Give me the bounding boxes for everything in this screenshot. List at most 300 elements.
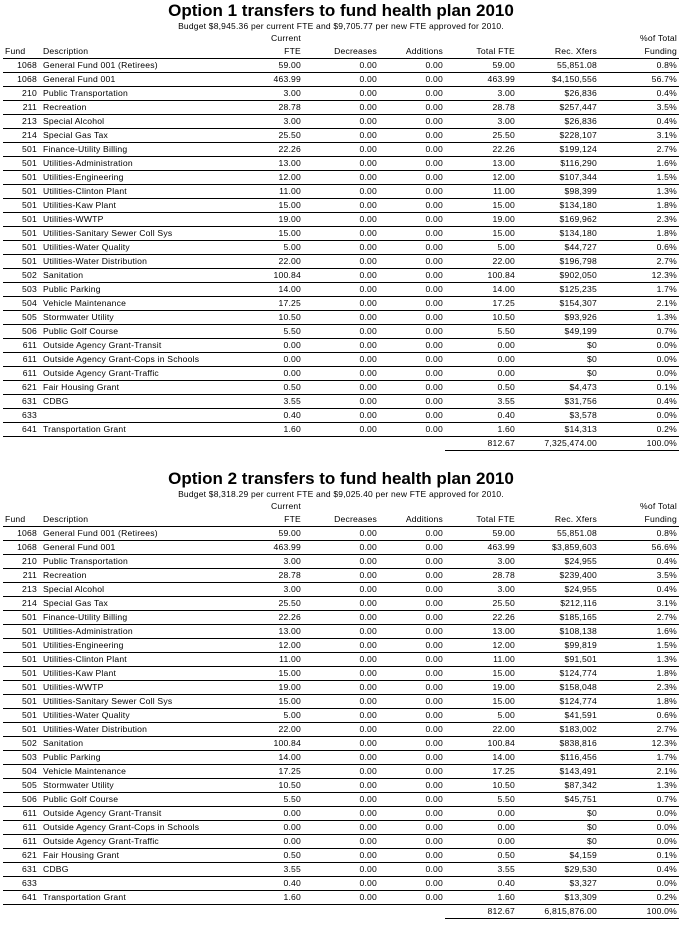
current-fte-cell: 0.00 [247, 339, 303, 353]
total-fte-cell: 5.50 [445, 325, 517, 339]
fund-cell: 501 [3, 653, 41, 667]
pct-funding-cell: 1.8% [599, 227, 679, 241]
description-cell: Utilities-Sanitary Sewer Coll Sys [41, 695, 247, 709]
pct-funding-cell: 56.6% [599, 541, 679, 555]
header-fund: Fund [3, 45, 41, 59]
rec-xfers-cell: $3,859,603 [517, 541, 599, 555]
table-row [3, 723, 679, 737]
decreases-cell: 0.00 [303, 325, 379, 339]
pct-funding-cell: 0.4% [599, 583, 679, 597]
table-row [3, 779, 679, 793]
current-fte-cell: 28.78 [247, 101, 303, 115]
total-fte-cell: 17.25 [445, 765, 517, 779]
decreases-cell: 0.00 [303, 569, 379, 583]
table-row [3, 541, 679, 555]
current-fte-cell: 22.00 [247, 255, 303, 269]
description-cell: Outside Agency Grant-Cops in Schools [41, 353, 247, 367]
current-fte-cell: 0.00 [247, 353, 303, 367]
decreases-cell: 0.00 [303, 821, 379, 835]
decreases-cell: 0.00 [303, 709, 379, 723]
total-row [3, 437, 679, 451]
rec-xfers-cell: $31,756 [517, 395, 599, 409]
pct-funding-cell: 12.3% [599, 737, 679, 751]
pct-funding-cell: 0.4% [599, 115, 679, 129]
fund-cell: 501 [3, 241, 41, 255]
additions-cell: 0.00 [379, 667, 445, 681]
description-cell: Special Alcohol [41, 583, 247, 597]
description-cell: Public Parking [41, 283, 247, 297]
decreases-cell: 0.00 [303, 339, 379, 353]
decreases-cell: 0.00 [303, 849, 379, 863]
decreases-cell: 0.00 [303, 695, 379, 709]
rec-xfers-cell: $0 [517, 807, 599, 821]
description-cell [41, 409, 247, 423]
current-fte-cell: 5.50 [247, 793, 303, 807]
table-row [3, 283, 679, 297]
additions-cell: 0.00 [379, 129, 445, 143]
table-row [3, 611, 679, 625]
pct-funding-cell: 3.1% [599, 129, 679, 143]
total-fte-cell: 17.25 [445, 297, 517, 311]
total-fte-cell: 59.00 [445, 527, 517, 541]
current-fte-cell: 0.40 [247, 409, 303, 423]
total-fte-cell: 28.78 [445, 101, 517, 115]
decreases-cell: 0.00 [303, 143, 379, 157]
table-row [3, 199, 679, 213]
current-fte-cell: 0.00 [247, 367, 303, 381]
current-fte-cell: 15.00 [247, 695, 303, 709]
pct-funding-cell: 1.3% [599, 185, 679, 199]
description-cell: Special Gas Tax [41, 597, 247, 611]
rec-xfers-cell: $44,727 [517, 241, 599, 255]
description-cell: Special Alcohol [41, 115, 247, 129]
pct-funding-cell: 0.1% [599, 381, 679, 395]
total-fte-cell: 3.00 [445, 115, 517, 129]
current-fte-cell: 14.00 [247, 283, 303, 297]
total-fte-cell: 1.60 [445, 423, 517, 437]
additions-cell: 0.00 [379, 143, 445, 157]
description-cell: Utilities-Administration [41, 625, 247, 639]
fund-cell: 210 [3, 555, 41, 569]
total-fte-cell: 3.55 [445, 863, 517, 877]
additions-cell: 0.00 [379, 891, 445, 905]
table-row [3, 863, 679, 877]
decreases-cell: 0.00 [303, 765, 379, 779]
total-fte: 812.67 [445, 437, 517, 451]
current-fte-cell: 0.50 [247, 849, 303, 863]
additions-cell: 0.00 [379, 339, 445, 353]
description-cell: Utilities-Engineering [41, 171, 247, 185]
total-fte-cell: 0.00 [445, 353, 517, 367]
current-fte-cell: 15.00 [247, 227, 303, 241]
total-row [3, 905, 679, 919]
current-fte-cell: 12.00 [247, 639, 303, 653]
header-pct-top: %of Total [640, 33, 677, 43]
fund-cell: 611 [3, 339, 41, 353]
table-row [3, 241, 679, 255]
current-fte-cell: 11.00 [247, 185, 303, 199]
total-fte-cell: 14.00 [445, 283, 517, 297]
description-cell: General Fund 001 [41, 73, 247, 87]
description-cell: CDBG [41, 863, 247, 877]
total-fte-cell: 15.00 [445, 227, 517, 241]
current-fte-cell: 59.00 [247, 59, 303, 73]
rec-xfers-cell: $134,180 [517, 199, 599, 213]
fund-cell: 505 [3, 311, 41, 325]
additions-cell: 0.00 [379, 737, 445, 751]
decreases-cell: 0.00 [303, 527, 379, 541]
table-row [3, 171, 679, 185]
description-cell: Utilities-Kaw Plant [41, 199, 247, 213]
description-cell: Outside Agency Grant-Traffic [41, 835, 247, 849]
current-fte-cell: 59.00 [247, 527, 303, 541]
table-row [3, 639, 679, 653]
fund-cell: 631 [3, 863, 41, 877]
rec-xfers-cell: $183,002 [517, 723, 599, 737]
decreases-cell: 0.00 [303, 667, 379, 681]
total-fte-cell: 3.00 [445, 87, 517, 101]
rec-xfers-cell: $45,751 [517, 793, 599, 807]
pct-funding-cell: 0.0% [599, 821, 679, 835]
current-fte-cell: 11.00 [247, 653, 303, 667]
pct-funding-cell: 0.0% [599, 339, 679, 353]
decreases-cell: 0.00 [303, 101, 379, 115]
additions-cell: 0.00 [379, 367, 445, 381]
current-fte-cell: 1.60 [247, 891, 303, 905]
decreases-cell: 0.00 [303, 213, 379, 227]
fund-cell: 501 [3, 681, 41, 695]
decreases-cell: 0.00 [303, 891, 379, 905]
decreases-cell: 0.00 [303, 283, 379, 297]
header-current-fte: FTE [247, 513, 303, 527]
fund-cell: 501 [3, 227, 41, 241]
additions-cell: 0.00 [379, 325, 445, 339]
pct-funding-cell: 12.3% [599, 269, 679, 283]
table-row [3, 157, 679, 171]
decreases-cell: 0.00 [303, 877, 379, 891]
fund-cell: 641 [3, 423, 41, 437]
header-current-fte: FTE [247, 45, 303, 59]
rec-xfers-cell: $158,048 [517, 681, 599, 695]
current-fte-cell: 17.25 [247, 765, 303, 779]
header-rec-xfers: Rec. Xfers [517, 513, 599, 527]
total-fte-cell: 19.00 [445, 213, 517, 227]
header-current-top: Current [270, 33, 301, 43]
description-cell: Public Parking [41, 751, 247, 765]
current-fte-cell: 5.00 [247, 709, 303, 723]
fund-cell: 504 [3, 297, 41, 311]
pct-funding-cell: 1.3% [599, 779, 679, 793]
additions-cell: 0.00 [379, 709, 445, 723]
total-xfers: 6,815,876.00 [517, 905, 599, 919]
decreases-cell: 0.00 [303, 807, 379, 821]
current-fte-cell: 13.00 [247, 625, 303, 639]
current-fte-cell: 3.00 [247, 87, 303, 101]
header-rec-xfers: Rec. Xfers [517, 45, 599, 59]
additions-cell: 0.00 [379, 653, 445, 667]
option-2-section [0, 469, 682, 919]
fund-cell: 211 [3, 101, 41, 115]
pct-funding-cell: 0.4% [599, 555, 679, 569]
description-cell: Public Golf Course [41, 793, 247, 807]
rec-xfers-cell: $116,290 [517, 157, 599, 171]
transfers-table [3, 500, 679, 919]
rec-xfers-cell: $4,159 [517, 849, 599, 863]
rec-xfers-cell: 55,851.08 [517, 59, 599, 73]
header-fund: Fund [3, 513, 41, 527]
fund-cell: 1068 [3, 73, 41, 87]
total-fte-cell: 22.26 [445, 611, 517, 625]
pct-funding-cell: 0.8% [599, 59, 679, 73]
pct-funding-cell: 0.7% [599, 325, 679, 339]
table-row [3, 793, 679, 807]
decreases-cell: 0.00 [303, 555, 379, 569]
additions-cell: 0.00 [379, 723, 445, 737]
decreases-cell: 0.00 [303, 625, 379, 639]
pct-funding-cell: 1.6% [599, 625, 679, 639]
rec-xfers-cell: $199,124 [517, 143, 599, 157]
current-fte-cell: 5.00 [247, 241, 303, 255]
total-fte-cell: 0.50 [445, 381, 517, 395]
rec-xfers-cell: $108,138 [517, 625, 599, 639]
description-cell: Public Golf Course [41, 325, 247, 339]
rec-xfers-cell: $838,816 [517, 737, 599, 751]
current-fte-cell: 19.00 [247, 213, 303, 227]
pct-funding-cell: 0.4% [599, 395, 679, 409]
description-cell: Outside Agency Grant-Transit [41, 807, 247, 821]
additions-cell: 0.00 [379, 639, 445, 653]
additions-cell: 0.00 [379, 409, 445, 423]
rec-xfers-cell: $116,456 [517, 751, 599, 765]
description-cell: Recreation [41, 101, 247, 115]
description-cell: General Fund 001 [41, 541, 247, 555]
total-fte-cell: 22.00 [445, 723, 517, 737]
total-fte-cell: 5.50 [445, 793, 517, 807]
header-current-top: Current [270, 501, 301, 511]
decreases-cell: 0.00 [303, 185, 379, 199]
table-row [3, 367, 679, 381]
table-row [3, 891, 679, 905]
table-row [3, 555, 679, 569]
description-cell: Sanitation [41, 737, 247, 751]
decreases-cell: 0.00 [303, 835, 379, 849]
additions-cell: 0.00 [379, 423, 445, 437]
total-fte-cell: 0.00 [445, 339, 517, 353]
table-row [3, 87, 679, 101]
additions-cell: 0.00 [379, 681, 445, 695]
total-fte-cell: 3.55 [445, 395, 517, 409]
additions-cell: 0.00 [379, 227, 445, 241]
pct-funding-cell: 1.5% [599, 639, 679, 653]
table-body [3, 527, 679, 905]
current-fte-cell: 22.00 [247, 723, 303, 737]
additions-cell: 0.00 [379, 597, 445, 611]
description-cell: General Fund 001 (Retirees) [41, 527, 247, 541]
rec-xfers-cell: $0 [517, 835, 599, 849]
total-fte-cell: 12.00 [445, 171, 517, 185]
fund-cell: 210 [3, 87, 41, 101]
rec-xfers-cell: $0 [517, 821, 599, 835]
current-fte-cell: 15.00 [247, 667, 303, 681]
rec-xfers-cell: $239,400 [517, 569, 599, 583]
table-row [3, 381, 679, 395]
description-cell: Outside Agency Grant-Traffic [41, 367, 247, 381]
additions-cell: 0.00 [379, 283, 445, 297]
total-fte-cell: 22.00 [445, 255, 517, 269]
pct-funding-cell: 3.5% [599, 101, 679, 115]
additions-cell: 0.00 [379, 395, 445, 409]
current-fte-cell: 0.00 [247, 807, 303, 821]
additions-cell: 0.00 [379, 381, 445, 395]
pct-funding-cell: 0.0% [599, 835, 679, 849]
total-fte-cell: 11.00 [445, 653, 517, 667]
additions-cell: 0.00 [379, 877, 445, 891]
total-fte: 812.67 [445, 905, 517, 919]
description-cell: Stormwater Utility [41, 779, 247, 793]
rec-xfers-cell: $212,116 [517, 597, 599, 611]
additions-cell: 0.00 [379, 751, 445, 765]
table-row [3, 409, 679, 423]
description-cell: Public Transportation [41, 555, 247, 569]
decreases-cell: 0.00 [303, 129, 379, 143]
table-row [3, 311, 679, 325]
current-fte-cell: 28.78 [247, 569, 303, 583]
total-fte-cell: 25.50 [445, 129, 517, 143]
rec-xfers-cell: $87,342 [517, 779, 599, 793]
total-fte-cell: 22.26 [445, 143, 517, 157]
fund-cell: 213 [3, 583, 41, 597]
pct-funding-cell: 1.7% [599, 751, 679, 765]
total-fte-cell: 0.00 [445, 835, 517, 849]
fund-cell: 501 [3, 171, 41, 185]
total-fte-cell: 463.99 [445, 73, 517, 87]
rec-xfers-cell: $91,501 [517, 653, 599, 667]
fund-cell: 501 [3, 157, 41, 171]
pct-funding-cell: 2.3% [599, 681, 679, 695]
additions-cell: 0.00 [379, 835, 445, 849]
pct-funding-cell: 3.1% [599, 597, 679, 611]
header-total-fte: Total FTE [445, 513, 517, 527]
additions-cell: 0.00 [379, 821, 445, 835]
table-row [3, 695, 679, 709]
current-fte-cell: 1.60 [247, 423, 303, 437]
current-fte-cell: 3.00 [247, 115, 303, 129]
additions-cell: 0.00 [379, 793, 445, 807]
rec-xfers-cell: $3,578 [517, 409, 599, 423]
description-cell: Special Gas Tax [41, 129, 247, 143]
current-fte-cell: 0.00 [247, 835, 303, 849]
current-fte-cell: 19.00 [247, 681, 303, 695]
decreases-cell: 0.00 [303, 381, 379, 395]
decreases-cell: 0.00 [303, 311, 379, 325]
table-row [3, 849, 679, 863]
description-cell: Utilities-Clinton Plant [41, 185, 247, 199]
table-row [3, 807, 679, 821]
decreases-cell: 0.00 [303, 367, 379, 381]
description-cell: Transportation Grant [41, 423, 247, 437]
table-row [3, 115, 679, 129]
header-pct-funding: Funding [599, 513, 679, 527]
total-pct: 100.0% [599, 437, 679, 451]
rec-xfers-cell: $98,399 [517, 185, 599, 199]
total-fte-cell: 15.00 [445, 667, 517, 681]
table-row [3, 597, 679, 611]
decreases-cell: 0.00 [303, 611, 379, 625]
total-fte-cell: 3.00 [445, 583, 517, 597]
additions-cell: 0.00 [379, 157, 445, 171]
description-cell: Utilities-Sanitary Sewer Coll Sys [41, 227, 247, 241]
rec-xfers-cell: $29,530 [517, 863, 599, 877]
rec-xfers-cell: $228,107 [517, 129, 599, 143]
description-cell: Recreation [41, 569, 247, 583]
table-row [3, 569, 679, 583]
fund-cell: 501 [3, 143, 41, 157]
total-fte-cell: 28.78 [445, 569, 517, 583]
decreases-cell: 0.00 [303, 409, 379, 423]
description-cell: Stormwater Utility [41, 311, 247, 325]
pct-funding-cell: 2.1% [599, 765, 679, 779]
total-fte-cell: 0.00 [445, 367, 517, 381]
additions-cell: 0.00 [379, 625, 445, 639]
fund-cell: 504 [3, 765, 41, 779]
pct-funding-cell: 1.6% [599, 157, 679, 171]
rec-xfers-cell: $41,591 [517, 709, 599, 723]
additions-cell: 0.00 [379, 555, 445, 569]
description-cell: Utilities-Water Quality [41, 241, 247, 255]
pct-funding-cell: 0.0% [599, 353, 679, 367]
table-row [3, 835, 679, 849]
total-fte-cell: 13.00 [445, 157, 517, 171]
rec-xfers-cell: $902,050 [517, 269, 599, 283]
description-cell: Utilities-Clinton Plant [41, 653, 247, 667]
pct-funding-cell: 0.2% [599, 891, 679, 905]
table-row [3, 709, 679, 723]
pct-funding-cell: 1.8% [599, 667, 679, 681]
fund-cell: 502 [3, 269, 41, 283]
additions-cell: 0.00 [379, 297, 445, 311]
description-cell: Utilities-Kaw Plant [41, 667, 247, 681]
pct-funding-cell: 3.5% [599, 569, 679, 583]
table-row [3, 143, 679, 157]
rec-xfers-cell: $0 [517, 353, 599, 367]
additions-cell: 0.00 [379, 353, 445, 367]
decreases-cell: 0.00 [303, 255, 379, 269]
additions-cell: 0.00 [379, 583, 445, 597]
decreases-cell: 0.00 [303, 793, 379, 807]
section-subtitle: Budget $8,945.36 per current FTE and $9,705.77 per new FTE approved for 2010. [178, 21, 504, 31]
total-fte-cell: 11.00 [445, 185, 517, 199]
current-fte-cell: 463.99 [247, 73, 303, 87]
current-fte-cell: 3.55 [247, 863, 303, 877]
total-fte-cell: 12.00 [445, 639, 517, 653]
table-row [3, 751, 679, 765]
total-fte-cell: 59.00 [445, 59, 517, 73]
description-cell: Public Transportation [41, 87, 247, 101]
pct-funding-cell: 0.6% [599, 709, 679, 723]
table-row [3, 423, 679, 437]
header-total-fte: Total FTE [445, 45, 517, 59]
description-cell: Fair Housing Grant [41, 849, 247, 863]
decreases-cell: 0.00 [303, 73, 379, 87]
decreases-cell: 0.00 [303, 737, 379, 751]
total-fte-cell: 10.50 [445, 779, 517, 793]
pct-funding-cell: 2.1% [599, 297, 679, 311]
fund-cell: 641 [3, 891, 41, 905]
additions-cell: 0.00 [379, 59, 445, 73]
fund-cell: 501 [3, 639, 41, 653]
total-fte-cell: 1.60 [445, 891, 517, 905]
total-fte-cell: 13.00 [445, 625, 517, 639]
